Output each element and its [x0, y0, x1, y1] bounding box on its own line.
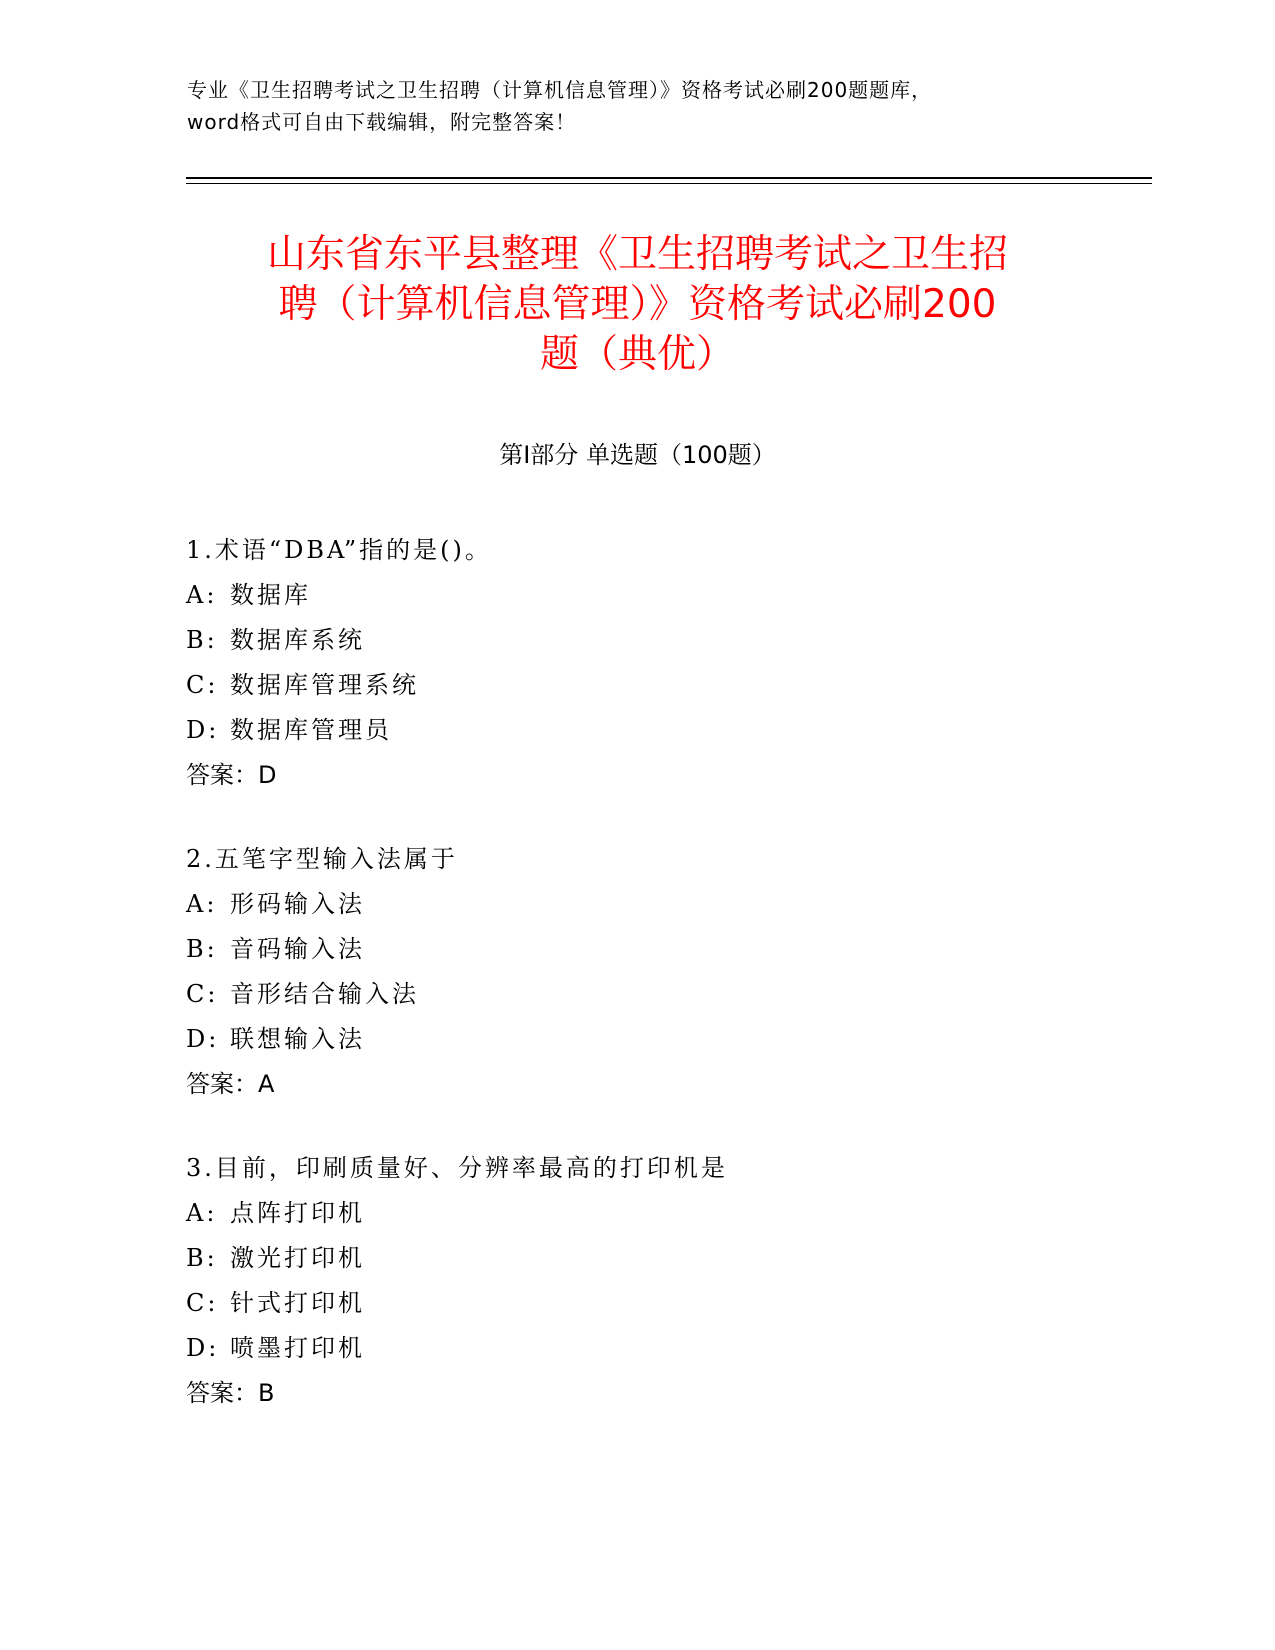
- option-b: [186, 1236, 1146, 1281]
- option-text: 数据库: [230, 581, 311, 609]
- option-a: [186, 882, 1146, 927]
- document-title-line-2: 聘（计算机信息管理）》资格考试必刷200: [278, 282, 997, 327]
- option-key: D:: [186, 1025, 220, 1053]
- option-a: [186, 1191, 1146, 1236]
- question-stem: 1.术语“DBA”指的是()。: [186, 536, 492, 564]
- question-stem: 3.目前，印刷质量好、分辨率最高的打印机是: [186, 1154, 728, 1182]
- section-title: 第Ⅰ部分 单选题（100题）: [499, 441, 776, 469]
- option-key: C:: [186, 671, 219, 699]
- header-note-line-1: 专业《卫生招聘考试之卫生招聘（计算机信息管理）》资格考试必刷200题题库，: [187, 78, 933, 102]
- option-text: 音形结合输入法: [230, 980, 419, 1008]
- option-key: D:: [186, 716, 220, 744]
- option-key: A:: [186, 890, 218, 918]
- option-key: D:: [186, 1334, 220, 1362]
- answer: 答案：B: [186, 1379, 275, 1407]
- option-key: A:: [186, 581, 218, 609]
- option-text: 数据库管理员: [230, 716, 392, 744]
- option-c: [186, 972, 1146, 1017]
- header-note: [187, 74, 1087, 138]
- option-key: B:: [186, 935, 218, 963]
- document-title-line-1: 山东省东平县整理《卫生招聘考试之卫生招: [266, 232, 1008, 277]
- option-text: 数据库管理系统: [230, 671, 419, 699]
- question-3: [186, 1146, 1146, 1416]
- option-text: 喷墨打印机: [230, 1334, 365, 1362]
- option-d: [186, 1326, 1146, 1371]
- answer: 答案：A: [186, 1070, 275, 1098]
- option-key: B:: [186, 1244, 218, 1272]
- option-text: 激光打印机: [230, 1244, 365, 1272]
- question-2: [186, 837, 1146, 1107]
- option-c: [186, 663, 1146, 708]
- option-key: C:: [186, 1289, 219, 1317]
- header-note-line-2: word格式可自由下载编辑，附完整答案！: [187, 110, 577, 134]
- option-text: 联想输入法: [230, 1025, 365, 1053]
- option-text: 音码输入法: [230, 935, 365, 963]
- header-divider-thin: [186, 183, 1152, 184]
- option-text: 形码输入法: [230, 890, 365, 918]
- option-key: C:: [186, 980, 219, 1008]
- option-text: 数据库系统: [230, 626, 365, 654]
- question-stem: 2.五笔字型输入法属于: [186, 845, 458, 873]
- option-key: B:: [186, 626, 218, 654]
- option-b: [186, 618, 1146, 663]
- question-1: [186, 528, 1146, 798]
- option-d: [186, 708, 1146, 753]
- document-title-line-3: 题（典优）: [539, 332, 735, 377]
- option-text: 点阵打印机: [230, 1199, 365, 1227]
- answer: 答案：D: [186, 761, 277, 789]
- option-key: A:: [186, 1199, 218, 1227]
- question-list: [186, 528, 1146, 1455]
- option-text: 针式打印机: [230, 1289, 365, 1317]
- option-a: [186, 573, 1146, 618]
- header-divider-thick: [186, 177, 1152, 179]
- option-b: [186, 927, 1146, 972]
- option-d: [186, 1017, 1146, 1062]
- option-c: [186, 1281, 1146, 1326]
- document-title: [150, 230, 1125, 380]
